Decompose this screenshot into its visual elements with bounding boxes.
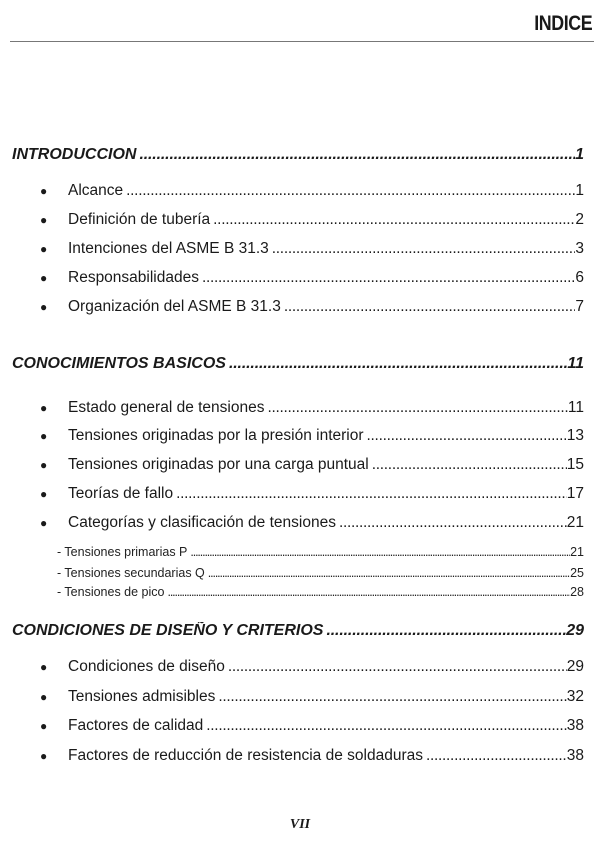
- dot-leader: [213, 211, 575, 229]
- toc-entry-label: - Tensiones de pico: [57, 585, 165, 599]
- toc-page-number: 29: [566, 622, 584, 639]
- dot-leader: [426, 747, 567, 765]
- toc-entry-label: Organización del ASME B 31.3: [68, 298, 281, 315]
- dot-leader: [208, 566, 570, 580]
- toc-entry-label: Definición de tubería: [68, 211, 211, 228]
- bullet-icon: ●: [40, 242, 48, 256]
- toc-entry[interactable]: [40, 717, 584, 735]
- bullet-icon: ●: [40, 429, 48, 443]
- bullet-icon: ●: [40, 458, 48, 472]
- toc-subentry[interactable]: [57, 585, 584, 599]
- toc-entry[interactable]: [40, 269, 584, 287]
- toc-entry-label: Alcance: [68, 182, 124, 199]
- toc-entry-label: Categorías y clasificación de tensiones: [68, 514, 336, 531]
- toc-section-heading[interactable]: [12, 146, 584, 164]
- toc-entry-label: Factores de calidad: [68, 717, 204, 734]
- dot-leader: [339, 514, 567, 532]
- toc-subentry[interactable]: [57, 545, 584, 559]
- toc-entry[interactable]: [40, 427, 584, 445]
- toc-entry[interactable]: [40, 514, 584, 532]
- toc-section-heading[interactable]: [12, 355, 584, 373]
- toc-page-number: 13: [566, 427, 584, 444]
- toc-page-number: 7: [575, 298, 584, 315]
- bullet-icon: ●: [40, 516, 48, 530]
- toc-page-number: 38: [566, 747, 584, 764]
- toc-page-number: 3: [575, 240, 584, 257]
- toc-subentry[interactable]: [57, 566, 584, 580]
- toc-page-number: 21: [570, 545, 584, 559]
- dot-leader: [284, 298, 576, 316]
- toc-page-number: 1: [575, 182, 584, 199]
- bullet-icon: ●: [40, 719, 48, 733]
- toc-entry-label: Factores de reducción de resistencia de soldaduras: [68, 747, 423, 764]
- toc-entry-label: Estado general de tensiones: [68, 399, 265, 416]
- toc-page-number: 38: [566, 717, 584, 734]
- toc-entry-label: INTRODUCCION: [12, 146, 137, 163]
- toc-entry-label: Condiciones de diseño: [68, 658, 225, 675]
- toc-page-number: 29: [566, 658, 584, 675]
- toc-entry[interactable]: [40, 485, 584, 503]
- toc-entry[interactable]: [40, 182, 584, 200]
- toc-entry-label: Intenciones del ASME B 31.3: [68, 240, 269, 257]
- bullet-icon: ●: [40, 184, 48, 198]
- bullet-icon: ●: [40, 401, 48, 415]
- dot-leader: [190, 545, 570, 559]
- bullet-icon: ●: [40, 213, 48, 227]
- dot-leader: [218, 688, 566, 706]
- toc-entry[interactable]: [40, 399, 584, 417]
- toc-page-number: 6: [575, 269, 584, 286]
- toc-entry[interactable]: [40, 240, 584, 258]
- bullet-icon: ●: [40, 487, 48, 501]
- bullet-icon: ●: [40, 300, 48, 314]
- dot-leader: [176, 485, 567, 503]
- dot-leader: [228, 658, 567, 676]
- toc-page-number: 32: [566, 688, 584, 705]
- toc-entry-label: CONOCIMIENTOS BASICOS: [12, 355, 226, 372]
- toc-entry[interactable]: [40, 747, 584, 765]
- dot-leader: [139, 146, 575, 164]
- dot-leader: [126, 182, 575, 200]
- toc-page-number: 17: [566, 485, 584, 502]
- dot-leader: [272, 240, 576, 258]
- toc-entry[interactable]: [40, 211, 584, 229]
- bullet-icon: ●: [40, 660, 48, 674]
- dot-leader: [206, 717, 566, 735]
- dot-leader: [167, 585, 570, 599]
- header-rule: [10, 41, 594, 42]
- toc-page-number: 11: [567, 399, 584, 416]
- dot-leader: [367, 427, 567, 445]
- toc-page-number: 21: [566, 514, 584, 531]
- toc-page-number: 11: [567, 355, 584, 372]
- bullet-icon: ●: [40, 690, 48, 704]
- toc-entry[interactable]: [40, 298, 584, 316]
- toc-section-heading[interactable]: [12, 622, 584, 640]
- toc-entry-label: Tensiones admisibles: [68, 688, 216, 705]
- toc-page-number: 2: [575, 211, 584, 228]
- toc-entry-label: Teorías de fallo: [68, 485, 174, 502]
- dot-leader: [202, 269, 575, 287]
- dot-leader: [326, 622, 566, 640]
- toc-entry-label: CONDICIONES DE DISEÑO Y CRITERIOS: [12, 622, 324, 639]
- toc-entry[interactable]: [40, 658, 584, 676]
- toc-entry[interactable]: [40, 688, 584, 706]
- toc-entry[interactable]: [40, 456, 584, 474]
- dot-leader: [372, 456, 567, 474]
- toc-entry-label: - Tensiones secundarias Q: [57, 566, 205, 580]
- toc-entry-label: Tensiones originadas por una carga puntual: [68, 456, 369, 473]
- bullet-icon: ●: [40, 271, 48, 285]
- toc-entry-label: Tensiones originadas por la presión interior: [68, 427, 364, 444]
- page-header-title: INDICE: [534, 12, 592, 35]
- toc-page-number: 28: [570, 585, 584, 599]
- toc-page-number: 15: [566, 456, 584, 473]
- toc-entry-label: Responsabilidades: [68, 269, 199, 286]
- bullet-icon: ●: [40, 749, 48, 763]
- page-number: VII: [289, 817, 311, 832]
- dot-leader: [267, 399, 567, 417]
- toc-entry-label: - Tensiones primarias P: [57, 545, 188, 559]
- toc-page-number: 25: [570, 566, 584, 580]
- toc-page-number: 1: [575, 146, 584, 163]
- dot-leader: [229, 355, 567, 373]
